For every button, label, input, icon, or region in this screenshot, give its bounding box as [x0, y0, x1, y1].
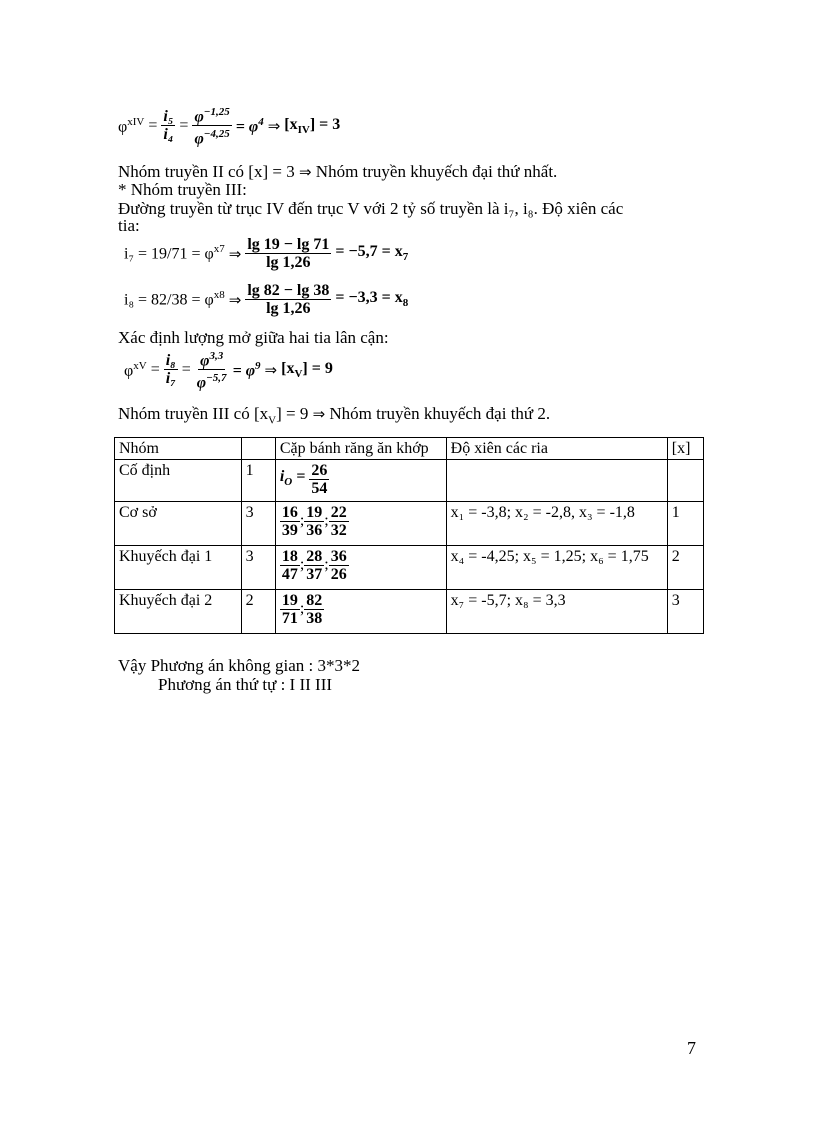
group-cell: Cố định [115, 460, 242, 502]
table-row [115, 502, 704, 546]
paragraph-tia: tia: [118, 216, 140, 235]
group-cell: Khuyếch đại 2 [115, 590, 242, 634]
line-nhom-truyen-3-result: Nhóm truyền III có $[x_V] = 9$ ⇒ Nhóm truyền khuyếch đại thứ 2. [118, 404, 551, 427]
group-cell: Khuyếch đại 1 [115, 546, 242, 590]
slope-cell: x₇ = -5,7; x₈ = 3,3 [446, 590, 667, 634]
heading-nhom-truyen-3: * Nhóm truyền III: [118, 180, 247, 199]
paragraph-xac-dinh: Xác định lượng mở giữa hai tia lân cận: [118, 328, 389, 347]
header-cell: Cặp bánh răng ăn khớp [275, 438, 446, 460]
page-number: 7 [687, 1038, 696, 1058]
summary-khong-gian: Vậy Phương án không gian : 3*3*2 [118, 656, 361, 675]
x-cell: 2 [667, 546, 703, 590]
header-cell: Nhóm [115, 438, 242, 460]
header-cell [241, 438, 275, 460]
x-cell: 1 [667, 502, 703, 546]
gear-cell: $\frac{19}{71}$ ; $\frac{82}{38}$ [275, 590, 446, 634]
gear-cell: $\frac{16}{39}$ ; $\frac{19}{36}$ ; $\frac{22}{32}$ [275, 502, 446, 546]
slope-cell [446, 460, 667, 502]
table-header-row [115, 438, 704, 460]
paragraph-duong-truyen: Đường truyền từ trục IV đến trục V với 2 tỷ số truyền là i₇, i₈. Độ xiên các [118, 199, 624, 218]
equation-phi-xv: $\varphi^{xV}$ = $\frac{\text{i₈}}{\text{i₇}}$ = $\frac{\varphi^{3,3}}{\varphi^{-5,7}}$ = $\varphi^9$ ⇒ $[x_V] = 9$ [124, 350, 333, 392]
gear-table [114, 437, 704, 634]
count-cell: 3 [241, 502, 275, 546]
table-row [115, 590, 704, 634]
gear-cell: $\frac{18}{47}$ ; $\frac{28}{37}$ ; $\frac{36}{26}$ [275, 546, 446, 590]
gear-cell: $i_O$ = $\frac{26}{54}$ [275, 460, 446, 502]
slope-cell: x₄ = -4,25; x₅ = 1,25; x₆ = 1,75 [446, 546, 667, 590]
summary-thu-tu: Phương án thứ tự : I II III [158, 675, 333, 694]
header-cell: Độ xiên các ria [446, 438, 667, 460]
header-cell: [x] [667, 438, 703, 460]
slope-cell: x₁ = -3,8; x₂ = -2,8, x₃ = -1,8 [446, 502, 667, 546]
table-row [115, 460, 704, 502]
equation-i8: $i_8 = 82/38 = \varphi^{x8}$ ⇒ $\frac{\lg 82 - \lg 38}{\lg 1,26}$ = $-3,3 = x_8$ [124, 282, 409, 317]
count-cell: 3 [241, 546, 275, 590]
table-row [115, 546, 704, 590]
group-cell: Cơ sở [115, 502, 242, 546]
line-nhom-truyen-2: Nhóm truyền II có [x] = 3 ⇒ Nhóm truyền khuyếch đại thứ nhất. [118, 162, 558, 181]
count-cell: 1 [241, 460, 275, 502]
x-cell [667, 460, 703, 502]
equation-phi-xiv: $\varphi^{xIV}$ = $\frac{\text{i₅}}{\text{i₄}}$ = $\frac{\varphi^{-1,25}}{\varphi^{-4,25}}$ = $\varphi^4$ ⇒ $[x_{IV}] = 3$ [118, 106, 341, 148]
count-cell: 2 [241, 590, 275, 634]
x-cell: 3 [667, 590, 703, 634]
equation-i7: $i_7 = 19/71 = \varphi^{x7}$ ⇒ $\frac{\lg 19 - \lg 71}{\lg 1,26}$ = $-5,7 = x_7$ [124, 236, 409, 271]
